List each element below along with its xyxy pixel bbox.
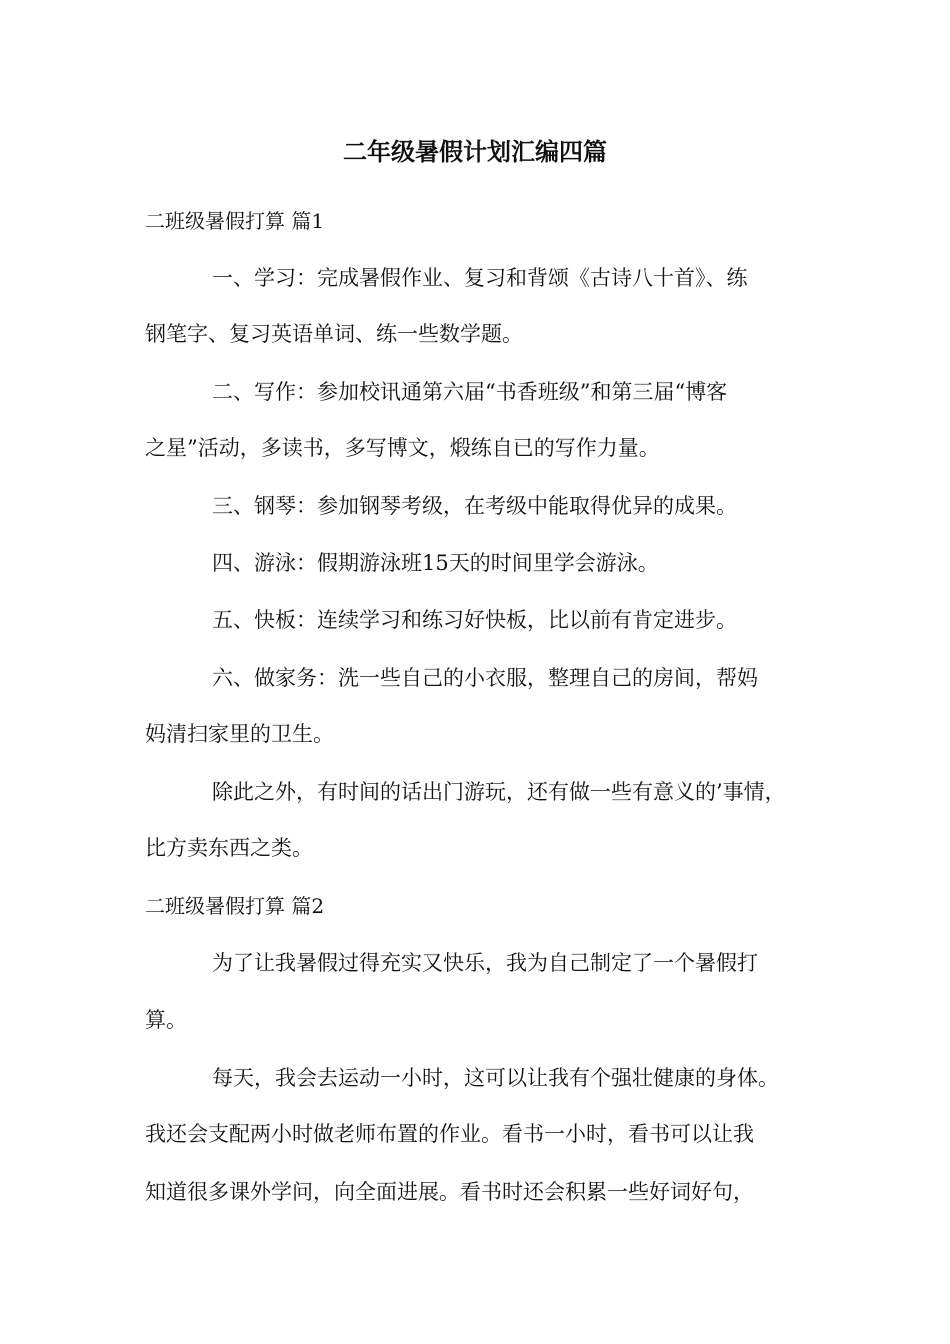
para-2-line-3: 知道很多课外学问，向全面进展。看书时还会积累一些好词好句，	[145, 1180, 754, 1204]
item-3-line-1: 三、钢琴：参加钢琴考级，在考级中能取得优异的成果。	[212, 494, 737, 518]
item-5-line-1: 五、快板：连续学习和练习好快板，比以前有肯定进步。	[212, 608, 737, 632]
section-heading-2: 二班级暑假打算 篇2	[145, 894, 325, 918]
closing-line-1: 除此之外，有时间的话出门游玩，还有做一些有意义的’事情，	[212, 780, 786, 804]
item-6-line-2: 妈清扫家里的卫生。	[145, 722, 334, 746]
item-6-line-1: 六、做家务：洗一些自己的小衣服，整理自己的房间，帮妈	[212, 666, 758, 690]
para-2-line-1: 每天，我会去运动一小时，这可以让我有个强壮健康的身体。	[212, 1066, 779, 1090]
para-2-line-2: 我还会支配两小时做老师布置的作业。看书一小时，看书可以让我	[145, 1122, 754, 1146]
para-1-line-2: 算。	[145, 1008, 187, 1032]
closing-line-2: 比方卖东西之类。	[145, 836, 313, 860]
item-4-line-1: 四、游泳：假期游泳班15天的时间里学会游泳。	[212, 551, 659, 575]
item-2-line-2: 之星”活动，多读书，多写博文，煅练自已的写作力量。	[145, 436, 660, 460]
item-1-line-1: 一、学习：完成暑假作业、复习和背颂《古诗八十首》、练	[212, 266, 748, 290]
section-heading-1: 二班级暑假打算 篇1	[145, 209, 325, 233]
item-2-line-1: 二、写作：参加校讯通第六届“书香班级”和第三届“博客	[212, 380, 728, 404]
para-1-line-1: 为了让我暑假过得充实又快乐，我为自己制定了一个暑假打	[212, 951, 758, 975]
document-title: 二年级暑假计划汇编四篇	[343, 137, 607, 166]
item-1-line-2: 钢笔字、复习英语单词、练一些数学题。	[145, 322, 523, 346]
